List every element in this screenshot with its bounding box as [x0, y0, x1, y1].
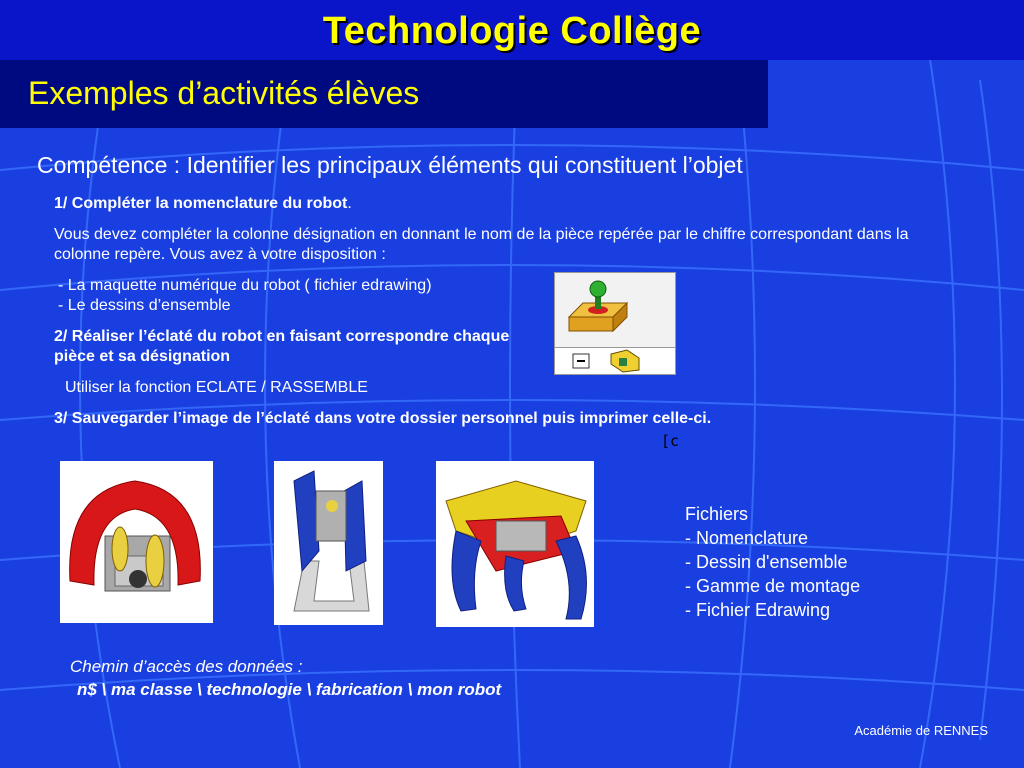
- step1-heading: [54, 194, 352, 214]
- robot-image-2: [274, 461, 383, 625]
- robot-drawing-3: [436, 461, 594, 627]
- step2-title: 2/ Réaliser l’éclaté du robot en faisant correspondre chaque pièce et sa désignation: [54, 328, 510, 365]
- tree-row-icons: [555, 348, 675, 374]
- files-heading: Fichiers: [685, 504, 749, 524]
- resource-item: - La maquette numérique du robot ( fichier edrawing): [58, 277, 432, 294]
- path-value: n$ \ ma classe \ technologie \ fabrication \ mon robot: [77, 680, 502, 699]
- robot-image-1: [60, 461, 213, 623]
- truncated-label: [c: [661, 432, 680, 450]
- files-list: [685, 502, 860, 622]
- path-label: Chemin d’accès des données :: [70, 657, 303, 676]
- resource-item: - Le dessins d’ensemble: [58, 297, 231, 314]
- file-item: - Dessin d'ensemble: [685, 552, 848, 572]
- toolbar-snippet: [554, 272, 680, 450]
- tree-row: [555, 348, 680, 450]
- step1-instructions: Vous devez compléter la colonne désignation en donnant le nom de la pièce repérée par le chiffre correspondant dans la colonne repère. Vous avez à votre disposition :: [54, 226, 909, 263]
- step3-title: 3/ Sauvegarder l’image de l’éclaté dans votre dossier personnel puis imprimer celle-ci.: [54, 410, 712, 427]
- file-item: - Gamme de montage: [685, 576, 861, 596]
- page-subtitle: Exemples d’activités élèves: [28, 75, 420, 111]
- robot-drawing-2: [274, 461, 383, 625]
- robot-drawing-1: [60, 461, 213, 623]
- file-item: - Fichier Edrawing: [685, 600, 831, 620]
- explode-tool-icon: [555, 273, 675, 347]
- page-title: Technologie Collège: [322, 10, 702, 52]
- step1-title: 1/ Compléter la nomenclature du robot: [54, 195, 348, 212]
- resource-list: [58, 276, 558, 316]
- step2-hint: Utiliser la fonction ECLATE / RASSEMBLE: [65, 379, 368, 396]
- competence-text: Compétence : Identifier les principaux éléments qui constituent l’objet: [37, 152, 743, 178]
- file-item: - Nomenclature: [685, 528, 809, 548]
- robot-image-3: [436, 461, 594, 627]
- step1-period: .: [347, 195, 352, 212]
- footer-credit: Académie de RENNES: [854, 723, 988, 738]
